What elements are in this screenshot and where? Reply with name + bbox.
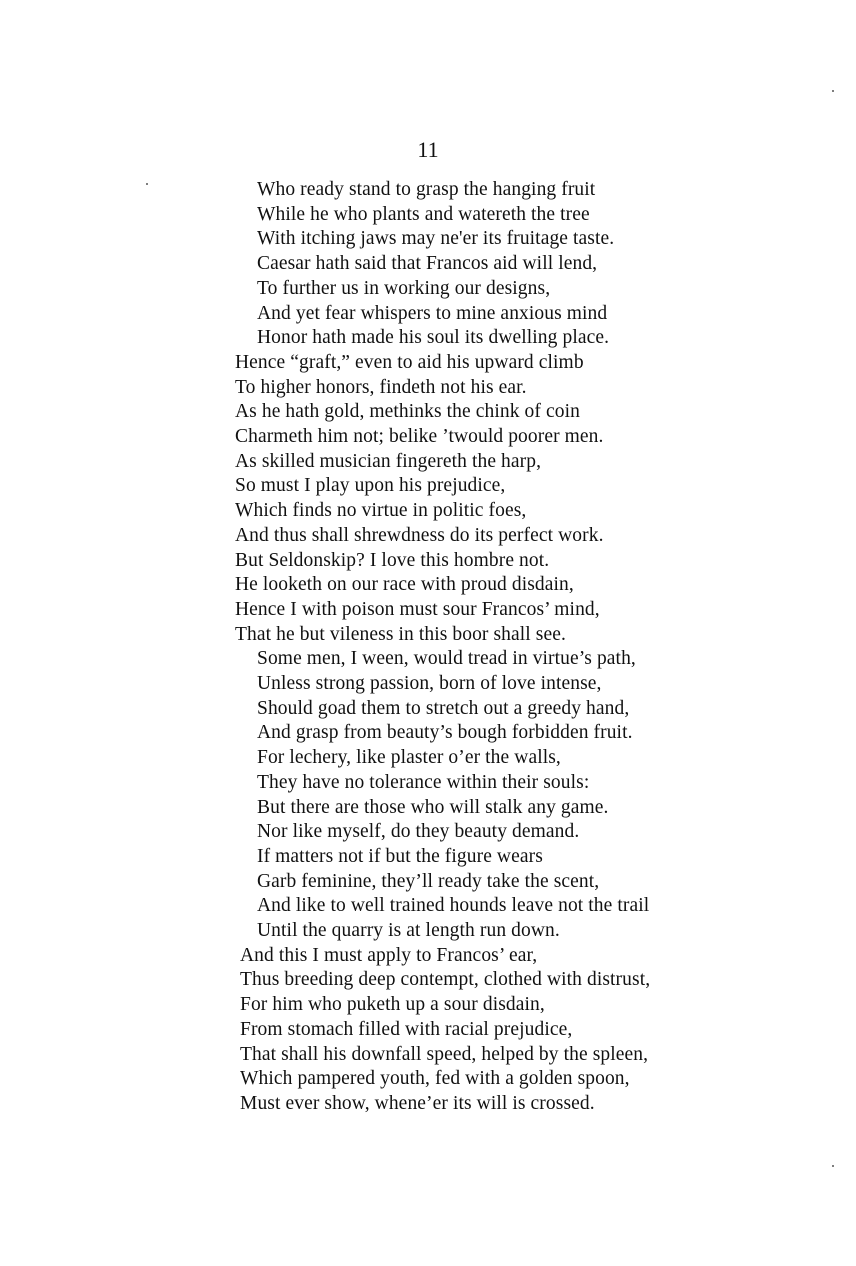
scan-speck [146,183,148,185]
poem-line: For lechery, like plaster o’er the walls, [257,747,561,768]
poem-line: If matters not if but the figure wears [257,846,543,867]
poem-line: Must ever show, whene’er its will is crossed. [240,1093,595,1114]
poem-line: But Seldonskip? I love this hombre not. [235,550,550,571]
poem-line: Should goad them to stretch out a greedy hand, [257,698,630,719]
poem-line: Which pampered youth, fed with a golden spoon, [240,1068,630,1089]
poem-line: Nor like myself, do they beauty demand. [257,821,580,842]
poem-line: As he hath gold, methinks the chink of coin [235,401,580,422]
poem-line: To further us in working our designs, [257,278,551,299]
poem-line: That shall his downfall speed, helped by the spleen, [240,1044,649,1065]
poem-line: And like to well trained hounds leave not the trail [257,895,650,916]
poem-line: But there are those who will stalk any game. [257,797,609,818]
poem-line: To higher honors, findeth not his ear. [235,377,527,398]
poem-line: He looketh on our race with proud disdain, [235,574,574,595]
scan-speck [832,90,834,92]
poem-line: That he but vileness in this boor shall see. [235,624,566,645]
poem-line: Until the quarry is at length run down. [257,920,560,941]
poem-line: Some men, I ween, would tread in virtue’s path, [257,648,636,669]
poem-line: With itching jaws may ne'er its fruitage taste. [257,228,615,249]
poem-line: Charmeth him not; belike ’twould poorer men. [235,426,604,447]
poem-line: Hence I with poison must sour Francos’ mind, [235,599,600,620]
scan-speck [832,1165,834,1167]
poem-line: And this I must apply to Francos’ ear, [240,945,538,966]
poem-line: So must I play upon his prejudice, [235,475,506,496]
poem-line: While he who plants and watereth the tree [257,204,590,225]
poem-line: As skilled musician fingereth the harp, [235,451,542,472]
poem-line: And yet fear whispers to mine anxious mind [257,303,608,324]
poem-line: Caesar hath said that Francos aid will lend, [257,253,598,274]
poem-line: Who ready stand to grasp the hanging fruit [257,179,596,200]
poem-line: Honor hath made his soul its dwelling place. [257,327,610,348]
poem-line: They have no tolerance within their souls: [257,772,590,793]
poem-line: Which finds no virtue in politic foes, [235,500,527,521]
poem-line: Unless strong passion, born of love intense, [257,673,602,694]
poem-line: Garb feminine, they’ll ready take the scent, [257,871,600,892]
page-number: 11 [417,137,439,162]
poem-line: And grasp from beauty’s bough forbidden fruit. [257,722,633,743]
poem-line: Hence “graft,” even to aid his upward climb [235,352,584,373]
poem-line: For him who puketh up a sour disdain, [240,994,545,1015]
poem-line: And thus shall shrewdness do its perfect work. [235,525,604,546]
poem-line: Thus breeding deep contempt, clothed with distrust, [240,969,651,990]
poem-line: From stomach filled with racial prejudice, [240,1019,573,1040]
